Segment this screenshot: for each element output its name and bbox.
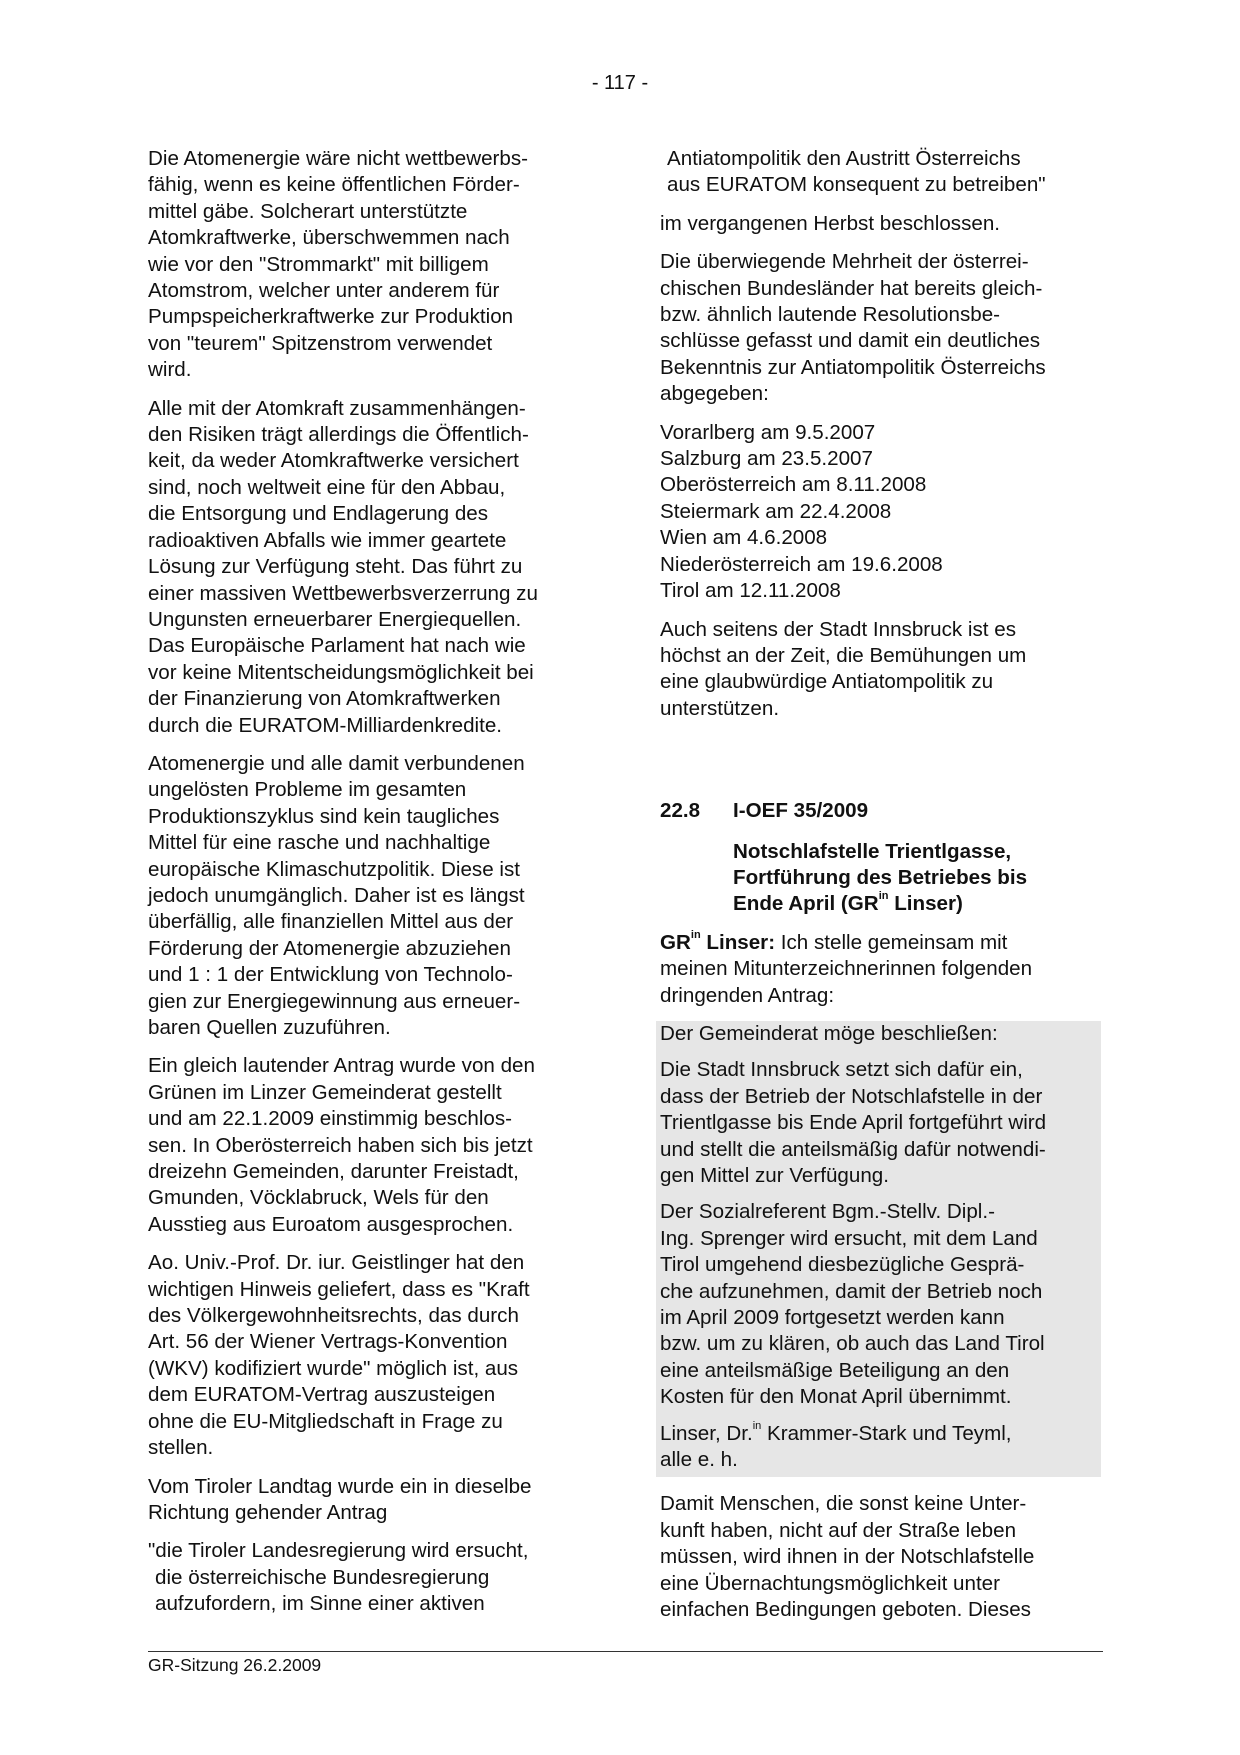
- footer-text: GR-Sitzung 26.2.2009: [148, 1655, 322, 1675]
- list-item: Vorarlberg am 9.5.2007: [660, 420, 876, 444]
- section-heading: [660, 798, 1105, 824]
- quote-continuation: Antiatompolitik den Austritt Österreichs aus EURATOM konsequent zu betreiben": [667, 147, 1046, 197]
- page-number: - 117 -: [591, 72, 649, 94]
- paragraph: Damit Menschen, die sonst keine Unter- kunft haben, nicht auf der Straße leben müssen, wird ihnen in der Notschlafstelle eine Übernachtungsmöglichkeit unter einfachen Bedingungen geboten. Dieses: [660, 1492, 1035, 1622]
- paragraph: Die Atomenergie wäre nicht wettbewerbs- fähig, wenn es keine öffentlichen Förder- mittel gäbe. Solcherart unterstützte Atomkraftwerke, überschwemmen nach wie vor den "Strommarkt" mit billigem Atomstrom, welcher unter anderem für Pumpspeicherkraftwerke zur Produktion von "teurem" Spitzenstrom verwendet wird.: [148, 147, 529, 382]
- footer-divider: [148, 1651, 1103, 1652]
- paragraph: Ao. Univ.-Prof. Dr. iur. Geistlinger hat den wichtigen Hinweis geliefert, dass es "Kraft des Völkergewohnheitsrechts, das durch Art. 56 der Wiener Vertrags-Konvention (WKV) kodifiziert wurde" möglich ist, aus dem EURATOM-Vertrag auszusteigen ohne die EU-Mitgliedschaft in Frage zu stellen.: [148, 1251, 530, 1460]
- section-title: Notschlafstelle Trientlgasse, Fortführung des Betriebes bis Ende April ($GR^{in}$ Linser): [733, 839, 1028, 916]
- paragraph: im vergangenen Herbst beschlossen.: [660, 211, 1000, 235]
- speaker-name: $GR^{in}$ Linser:: [660, 928, 776, 954]
- section-number: 22.8: [660, 799, 701, 823]
- motion-paragraph: Die Stadt Innsbruck setzt sich dafür ein, dass der Betrieb der Notschlafstelle in der Trientlgasse bis Ende April fortgeführt wird und stellt die anteilsmäßig dafür notwendi- gen Mittel zur Verfügung.: [660, 1058, 1047, 1187]
- list-item: Tirol am 12.11.2008: [660, 579, 841, 603]
- paragraph: Die überwiegende Mehrheit der österrei- chischen Bundesländer hat bereits gleich- bzw. ähnlich lautende Resolutionsbe- schlüsse gefasst und damit ein deutliches Bekenntnis zur Antiatompolitik Österreichs abgegeben:: [660, 250, 1046, 406]
- list-item: Salzburg am 23.5.2007: [660, 447, 873, 471]
- motion-intro: Der Gemeinderat möge beschließen:: [660, 1021, 998, 1045]
- list-item: Wien am 4.6.2008: [660, 526, 828, 550]
- motion-paragraph: Der Sozialreferent Bgm.-Stellv. Dipl.- Ing. Sprenger wird ersucht, mit dem Land Tirol umgehend diesbezügliche Gesprä- che aufzunehmen, damit der Betrieb noch im April 2009 fortgesetzt werden kann bzw. um zu klären, ob auch das Land Tirol eine anteilsmäßige Beteiligung an den Kosten für den Monat April übernimmt.: [660, 1200, 1045, 1409]
- list-item: Oberösterreich am 8.11.2008: [660, 473, 927, 497]
- list-item: Niederösterreich am 19.6.2008: [660, 552, 943, 576]
- quote-paragraph: "die Tiroler Landesregierung wird ersucht, die österreichische Bundesregierung aufzufordern, im Sinne einer aktiven: [148, 1539, 529, 1616]
- speaker-paragraph: $GR^{in}$ Linser: Ich stelle gemeinsam mit meinen Mitunterzeichnerinnen folgenden dringenden Antrag:: [660, 928, 1033, 1007]
- states-list: [660, 420, 1105, 605]
- right-column: [660, 146, 1105, 1636]
- section-spacer: [660, 734, 1105, 798]
- motion-signatures: Linser, Dr.$^{in}$ Krammer-Stark und Teyml, alle e. h.: [660, 1419, 1012, 1472]
- paragraph: Vom Tiroler Landtag wurde ein in dieselbe Richtung gehender Antrag: [148, 1474, 532, 1524]
- left-column: [148, 146, 590, 1630]
- paragraph: Auch seitens der Stadt Innsbruck ist es höchst an der Zeit, die Bemühungen um eine glaubwürdige Antiatompolitik zu unterstützen.: [660, 617, 1027, 720]
- motion-box: [656, 1021, 1101, 1478]
- paragraph: Atomenergie und alle damit verbundenen ungelösten Probleme im gesamten Produktionszyklus sind kein taugliches Mittel für eine rasche und nachhaltige europäische Klimaschutzpolitik. Diese ist jedoch unumgänglich. Daher ist es längst überfällig, alle finanziellen Mittel aus der Förderung der Atomenergie abzuziehen und 1 : 1 der Entwicklung von Technolo- gien zur Energiegewinnung aus erneuer- baren Quellen zuzuführen.: [148, 751, 525, 1039]
- paragraph: Alle mit der Atomkraft zusammenhängen- den Risiken trägt allerdings die Öffentlich- keit, da weder Atomkraftwerke versichert sind, noch weltweit eine für den Abbau, die Entsorgung und Endlagerung des radioaktiven Abfalls wie immer geartete Lösung zur Verfügung steht. Das führt zu einer massiven Wettbewerbsverzerrung zu Ungunsten erneuerbarer Energiequellen. Das Europäische Parlament hat nach wie vor keine Mitentscheidungsmöglichkeit bei der Finanzierung von Atomkraftwerken durch die EURATOM-Milliardenkredite.: [148, 396, 538, 737]
- paragraph: Ein gleich lautender Antrag wurde von den Grünen im Linzer Gemeinderat gestellt und am 22.1.2009 einstimmig beschlos- sen. In Oberösterreich haben sich bis jetzt dreizehn Gemeinden, darunter Freistadt, Gmunden, Vöcklabruck, Wels für den Ausstieg aus Euroatom ausgesprochen.: [148, 1054, 535, 1236]
- list-item: Steiermark am 22.4.2008: [660, 499, 892, 523]
- section-code: I-OEF 35/2009: [733, 799, 869, 823]
